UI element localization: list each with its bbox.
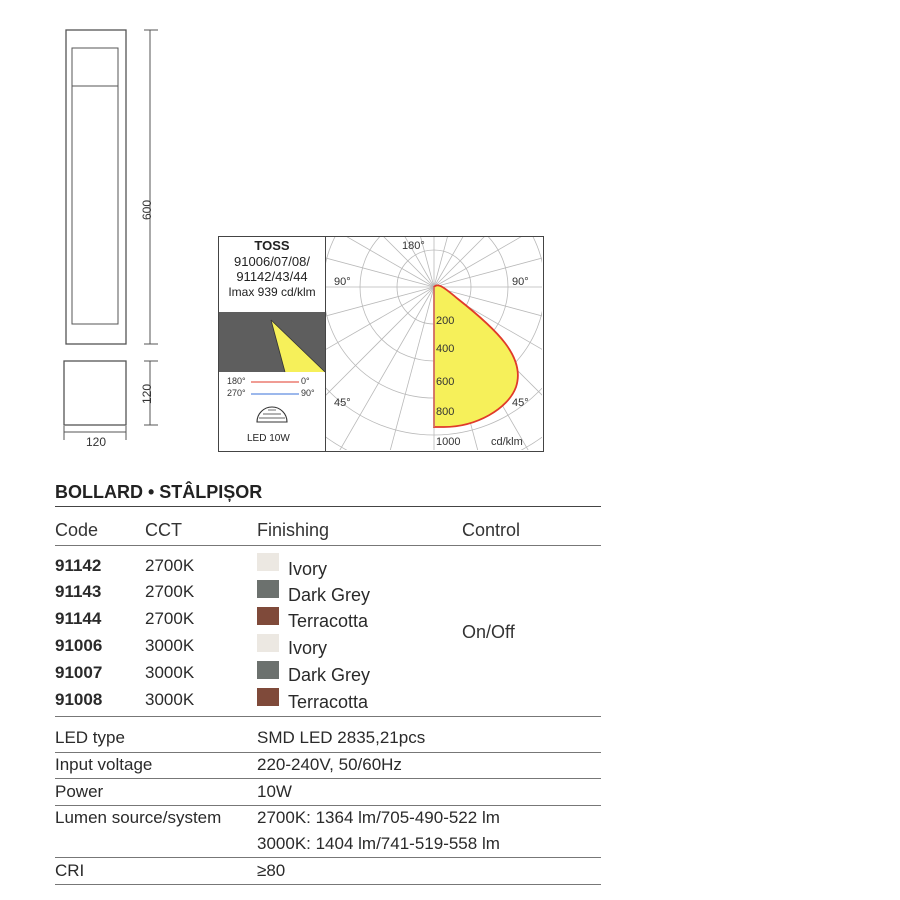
photometric-name: TOSS bbox=[254, 238, 290, 253]
lamp-label: LED 10W bbox=[247, 433, 290, 444]
header-finishing: Finishing bbox=[257, 520, 330, 540]
bollard-top-view bbox=[64, 361, 126, 425]
polar-diagram bbox=[326, 237, 542, 450]
bollard-panel bbox=[72, 48, 118, 324]
radial-label-200: 200 bbox=[436, 315, 455, 327]
finish-swatch bbox=[257, 607, 279, 625]
spec-rule bbox=[55, 884, 601, 885]
product-title: BOLLARD • STÂLPIȘOR bbox=[55, 482, 263, 502]
row-finish: Dark Grey bbox=[288, 665, 371, 685]
radial-label-400: 400 bbox=[436, 343, 455, 355]
top-height-dimension: 120 bbox=[140, 383, 154, 404]
header-cct: CCT bbox=[145, 520, 182, 540]
finish-swatch bbox=[257, 580, 279, 598]
row-code: 91142 bbox=[55, 556, 102, 575]
finish-swatch bbox=[257, 634, 279, 652]
row-code: 91007 bbox=[55, 663, 103, 682]
height-dimension: 600 bbox=[140, 199, 154, 220]
header-rule bbox=[55, 545, 601, 546]
bollard-drawing bbox=[50, 20, 180, 460]
spec-rule bbox=[55, 857, 601, 858]
polar-ray bbox=[434, 237, 501, 287]
spec-value: ≥80 bbox=[257, 861, 286, 880]
spec-label: LED type bbox=[55, 728, 125, 747]
row-cct: 2700K bbox=[145, 556, 195, 575]
spec-rule bbox=[55, 752, 601, 753]
bollard-front-outline bbox=[66, 30, 126, 344]
legend-90: 90° bbox=[301, 388, 315, 398]
finish-swatch bbox=[257, 688, 279, 706]
row-cct: 3000K bbox=[145, 663, 195, 682]
row-code: 91006 bbox=[55, 636, 103, 655]
row-cct: 2700K bbox=[145, 609, 195, 628]
row-finish: Ivory bbox=[288, 638, 328, 658]
control-value: On/Off bbox=[462, 622, 515, 642]
angle-45-right: 45° bbox=[512, 397, 529, 409]
row-finish: Ivory bbox=[288, 559, 328, 579]
spec-label: CRI bbox=[55, 861, 85, 880]
row-code: 91008 bbox=[55, 690, 103, 709]
spec-value: SMD LED 2835,21pcs bbox=[257, 728, 426, 747]
row-finish: Terracotta bbox=[288, 692, 369, 712]
photometric-codes-2: 91142/43/44 bbox=[236, 269, 308, 284]
legend-270: 270° bbox=[227, 388, 246, 398]
spec-value-2: 3000K: 1404 lm/741-519-558 lm bbox=[257, 834, 500, 853]
spec-label: Input voltage bbox=[55, 755, 153, 774]
radial-label-600: 600 bbox=[436, 376, 455, 388]
photometric-header bbox=[219, 238, 325, 300]
angle-90-right: 90° bbox=[512, 276, 529, 288]
angle-180: 180° bbox=[402, 240, 425, 252]
spec-label: Lumen source/system bbox=[55, 808, 222, 827]
polar-ray bbox=[367, 287, 434, 450]
spec-value: 2700K: 1364 lm/705-490-522 lm bbox=[257, 808, 500, 827]
bollard-lens bbox=[72, 48, 118, 86]
photometric-codes-1: 91006/07/08/ bbox=[234, 253, 310, 269]
row-cct: 3000K bbox=[145, 636, 195, 655]
rows-rule bbox=[55, 716, 601, 717]
legend-180: 180° bbox=[227, 376, 246, 386]
lamp-icon bbox=[257, 407, 287, 422]
polar-unit: cd/klm bbox=[491, 436, 523, 448]
row-cct: 2700K bbox=[145, 582, 195, 601]
angle-45-left: 45° bbox=[334, 397, 351, 409]
angle-90-left: 90° bbox=[334, 276, 351, 288]
row-code: 91143 bbox=[55, 582, 102, 601]
row-finish: Terracotta bbox=[288, 611, 369, 631]
row-finish: Dark Grey bbox=[288, 585, 371, 605]
spec-label: Power bbox=[55, 782, 104, 801]
row-cct: 3000K bbox=[145, 690, 195, 709]
title-rule bbox=[55, 506, 601, 507]
radial-label-1000: 1000 bbox=[436, 436, 461, 448]
spec-rule bbox=[55, 805, 601, 806]
header-control: Control bbox=[462, 520, 521, 540]
photometric-legend bbox=[219, 312, 325, 450]
spec-value: 220-240V, 50/60Hz bbox=[257, 755, 402, 774]
width-dimension: 120 bbox=[86, 435, 107, 449]
spec-rule bbox=[55, 778, 601, 779]
legend-0: 0° bbox=[301, 376, 310, 386]
photometric-imax: Imax 939 cd/klm bbox=[228, 284, 316, 299]
finish-swatch bbox=[257, 661, 279, 679]
radial-label-800: 800 bbox=[436, 406, 455, 418]
finish-swatch bbox=[257, 553, 279, 571]
row-code: 91144 bbox=[55, 609, 102, 628]
header-code: Code bbox=[55, 520, 99, 540]
spec-value: 10W bbox=[257, 782, 292, 801]
